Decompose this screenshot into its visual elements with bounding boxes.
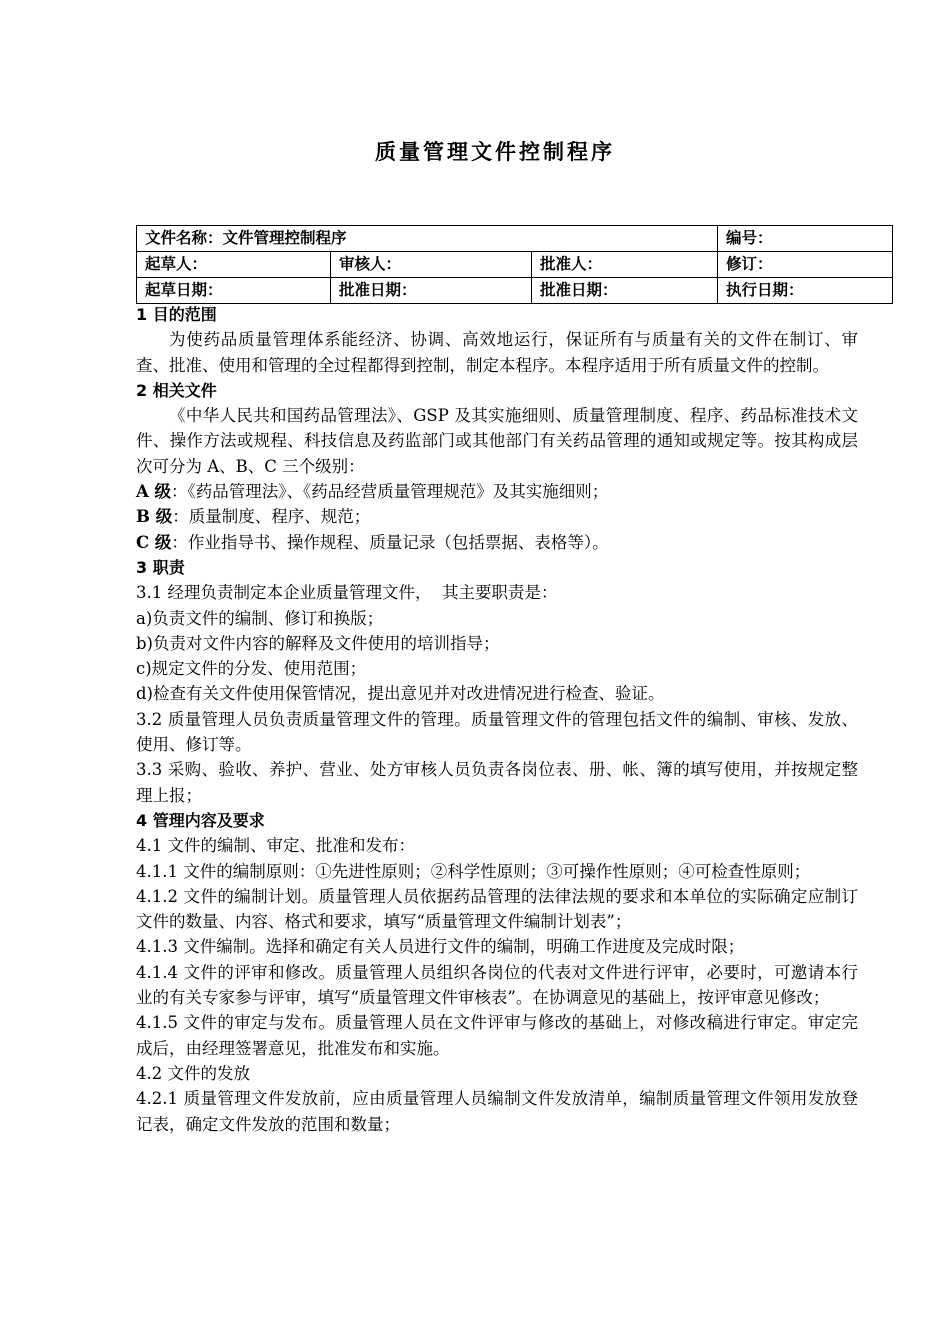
level-c-text: ：作业指导书、操作规程、质量记录（包括票据、表格等）。 [171, 532, 609, 552]
level-b-item [136, 504, 858, 529]
level-a-item [136, 479, 858, 504]
paragraph: 3.1 经理负责制定本企业质量管理文件， 其主要职责是： [136, 583, 558, 603]
doc-number-cell: 编号： [718, 226, 893, 252]
level-c-label: C 级 [136, 532, 172, 552]
section-heading: 4 管理内容及要求 [136, 810, 265, 830]
paragraph: 3.2 质量管理人员负责质量管理文件的管理。质量管理文件的管理包括文件的编制、审核、发放、使用、修订等。 [136, 709, 858, 755]
paragraph: 4.1 文件的编制、审定、批准和发布： [136, 836, 415, 856]
table-row [137, 252, 893, 278]
paragraph: 4.2 文件的发放 [136, 1063, 250, 1083]
paragraph: 为使药品质量管理体系能经济、协调、高效地运行，保证所有与质量有关的文件在制订、审查、批准、使用和管理的全过程都得到控制，制定本程序。本程序适用于所有质量文件的控制。 [136, 330, 858, 375]
paragraph: 4.1.5 文件的审定与发布。质量管理人员在文件评审与修改的基础上，对修改稿进行审定。审定完成后，由经理签署意见，批准发布和实施。 [136, 1013, 858, 1058]
paragraph: 4.1.4 文件的评审和修改。质量管理人员组织各岗位的代表对文件进行评审，必要时，可邀请本行业的有关专家参与评审，填写“质量管理文件审核表”。在协调意见的基础上，按评审意见修改； [136, 962, 858, 1008]
list-item: c)规定文件的分发、使用范围； [136, 659, 367, 679]
document-info-table [136, 225, 893, 304]
paragraph: 3.3 采购、验收、养护、营业、处方审核人员负责各岗位表、册、帐、簿的填写使用，并按规定整理上报； [136, 760, 858, 805]
paragraph: 4.1.2 文件的编制计划。质量管理人员依据药品管理的法律法规的要求和本单位的实际确定应制订文件的数量、内容、格式和要求，填写“质量管理文件编制计划表”； [136, 886, 858, 932]
paragraph: 4.1.1 文件的编制原则：①先进性原则；②科学性原则；③可操作性原则；④可检查性原则； [136, 861, 811, 881]
section-heading: 3 职责 [136, 557, 185, 577]
section-heading: 1 目的范围 [136, 305, 217, 324]
document-body [136, 302, 858, 1137]
level-b-label: B 级 [136, 507, 173, 527]
reviewer-cell: 审核人： [331, 252, 532, 278]
doc-name-cell: 文件名称：文件管理控制程序 [137, 226, 718, 252]
table-row [137, 226, 893, 252]
draft-date-cell: 起草日期： [137, 278, 331, 304]
section-heading: 2 相关文件 [136, 380, 217, 400]
level-c-item [136, 530, 858, 555]
level-b-text: ：质量制度、程序、规范； [172, 507, 371, 527]
list-item: b)负责对文件内容的解释及文件使用的培训指导； [136, 633, 500, 653]
paragraph: 《中华人民共和国药品管理法》、GSP 及其实施细则、质量管理制度、程序、药品标准技术文件、操作方法或规程、科技信息及药监部门或其他部门有关药品管理的通知或规定等。按其构成层次可分为 A、B、C 三个级别： [136, 406, 858, 476]
list-item: a)负责文件的编制、修订和换版； [136, 608, 384, 628]
list-item: d)检查有关文件使用保管情况，提出意见并对改进情况进行检查、验证。 [136, 684, 665, 704]
document-title: 质量管理文件控制程序 [375, 140, 615, 164]
table-row [137, 278, 893, 304]
paragraph: 4.1.3 文件编制。选择和确定有关人员进行文件的编制，明确工作进度及完成时限； [136, 937, 745, 957]
paragraph: 4.2.1 质量管理文件发放前，应由质量管理人员编制文件发放清单，编制质量管理文件领用发放登记表，确定文件发放的范围和数量； [136, 1089, 858, 1134]
exec-date-cell: 执行日期： [718, 278, 893, 304]
drafter-cell: 起草人： [137, 252, 331, 278]
level-a-text: ：《药品管理法》、《药品经营质量管理规范》及其实施细则； [171, 482, 609, 502]
approve-date-cell: 批准日期： [532, 278, 718, 304]
revision-cell: 修订： [718, 252, 893, 278]
approver-cell: 批准人： [532, 252, 718, 278]
approve-date-cell: 批准日期： [331, 278, 532, 304]
level-a-label: A 级 [136, 482, 172, 502]
